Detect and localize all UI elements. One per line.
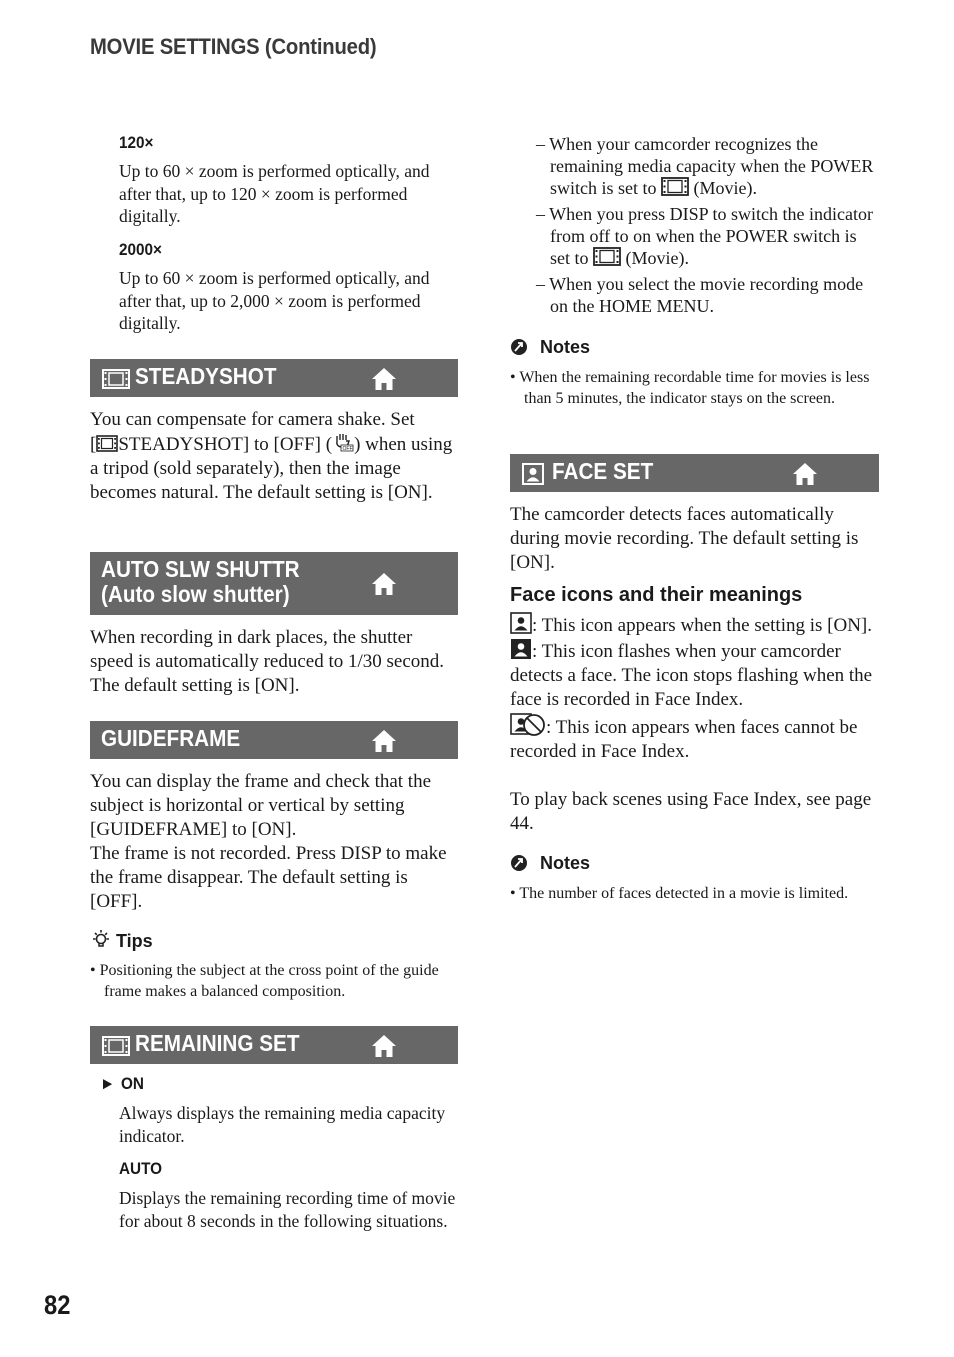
page-header-title: MOVIE SETTINGS (Continued) (90, 34, 377, 59)
movie-film-icon (102, 1036, 130, 1056)
list-item: – When you select the movie recording mode on the HOME MENU. (536, 274, 864, 316)
section-bar-steadyshot (90, 359, 458, 397)
section-title-auto-slow-shutter: (Auto slow shutter) (101, 581, 290, 607)
section-title-steadyshot: STEADYSHOT (135, 363, 277, 389)
face-cannot-record-icon (510, 712, 546, 736)
face-icon-cannot-row: : This icon appears when faces cannot be recorded in Face Index. (510, 712, 880, 764)
notes-heading: Notes (510, 853, 590, 874)
list-item: – When your camcorder recognizes the remaining media capacity when the POWER switch is set to (Movie). (536, 134, 874, 198)
face-icons-list (510, 612, 880, 764)
face-icons-heading: Face icons and their meanings (510, 584, 803, 606)
movie-film-icon (661, 177, 689, 196)
option-2000x-title: 2000× (119, 240, 162, 259)
face-set-description: The camcorder detects faces automatically during movie recording. The default setting is [ON]. (510, 504, 859, 573)
section-title-face-set: FACE SET (552, 458, 654, 484)
section-title-remaining-set: REMAINING SET (135, 1030, 300, 1056)
notes-item: • The number of faces detected in a movie is limited. (510, 885, 849, 902)
option-on-text: Always displays the remaining media capacity indicator. (119, 1103, 446, 1146)
face-icon-on-row: : This icon appears when the setting is [ON]. (510, 612, 880, 638)
section-bar-face-set (510, 454, 879, 492)
svg-text:OFF: OFF (342, 446, 353, 452)
option-auto-text: Displays the remaining recording time of movie for about 8 seconds in the following situations. (119, 1188, 456, 1231)
guideframe-description: You can display the frame and check that the subject is horizontal or vertical by setting [GUIDEFRAME] to [ON]. The frame is not recorded. Press DISP to make the frame disappear. The default setting is [OFF]. (90, 771, 447, 912)
steadyshot-description: You can compensate for camera shake. Set [ STEADYSHOT] to [OFF] ( OFF ) when using a tripod (sold separately), then the image becomes natural. The default setting is [ON]. (90, 409, 453, 503)
home-menu-icon (371, 572, 397, 596)
home-menu-icon (371, 1034, 397, 1058)
face-icon-flash-row: : This icon flashes when your camcorder detects a face. The icon stops flashing when the face is recorded in Face Index. (510, 638, 880, 712)
home-menu-icon (371, 367, 397, 391)
movie-film-icon (102, 369, 130, 389)
section-title-auto-slw-shuttr: AUTO SLW SHUTTR (101, 556, 300, 582)
section-bar-guideframe (90, 721, 458, 759)
page-number: 82 (44, 1290, 71, 1320)
section-bar-remaining-set (90, 1026, 458, 1064)
option-auto-title: AUTO (119, 1159, 163, 1178)
movie-film-icon (593, 247, 621, 266)
tips-heading: Tips (90, 929, 153, 952)
option-120x-text: Up to 60 × zoom is performed optically, and after that, up to 120 × zoom is performed digitally. (119, 161, 430, 226)
option-120x-title: 120× (119, 133, 154, 152)
section-bar-auto-slow-shutter (90, 552, 458, 615)
face-set-icon (522, 463, 544, 485)
home-menu-icon (792, 462, 818, 486)
playback-reference: To play back scenes using Face Index, see page 44. (510, 789, 872, 834)
steadyshot-off-icon (332, 432, 354, 452)
option-on-title: ► ON (100, 1074, 144, 1093)
notes-icon (510, 338, 528, 356)
notes-heading: Notes (510, 337, 590, 358)
notes-icon (510, 854, 528, 872)
face-outline-icon (510, 612, 532, 634)
lightbulb-icon (90, 929, 112, 951)
tips-item: • Positioning the subject at the cross point of the guide frame makes a balanced composition. (90, 962, 439, 1000)
face-filled-icon (510, 638, 532, 660)
option-2000x-text: Up to 60 × zoom is performed optically, and after that, up to 2,000 × zoom is performed digitally. (119, 268, 430, 333)
default-marker-icon: ► (100, 1074, 116, 1093)
list-item: – When you press DISP to switch the indicator from off to on when the POWER switch is set to (Movie). (536, 204, 873, 268)
home-menu-icon (371, 729, 397, 753)
auto-slow-shutter-description: When recording in dark places, the shutter speed is automatically reduced to 1/30 second. The default setting is [ON]. (90, 627, 445, 696)
movie-film-icon (96, 435, 118, 452)
notes-item: • When the remaining recordable time for movies is less than 5 minutes, the indicator stays on the screen. (510, 369, 870, 407)
auto-situations-list (536, 133, 876, 317)
section-title-guideframe: GUIDEFRAME (101, 725, 241, 751)
